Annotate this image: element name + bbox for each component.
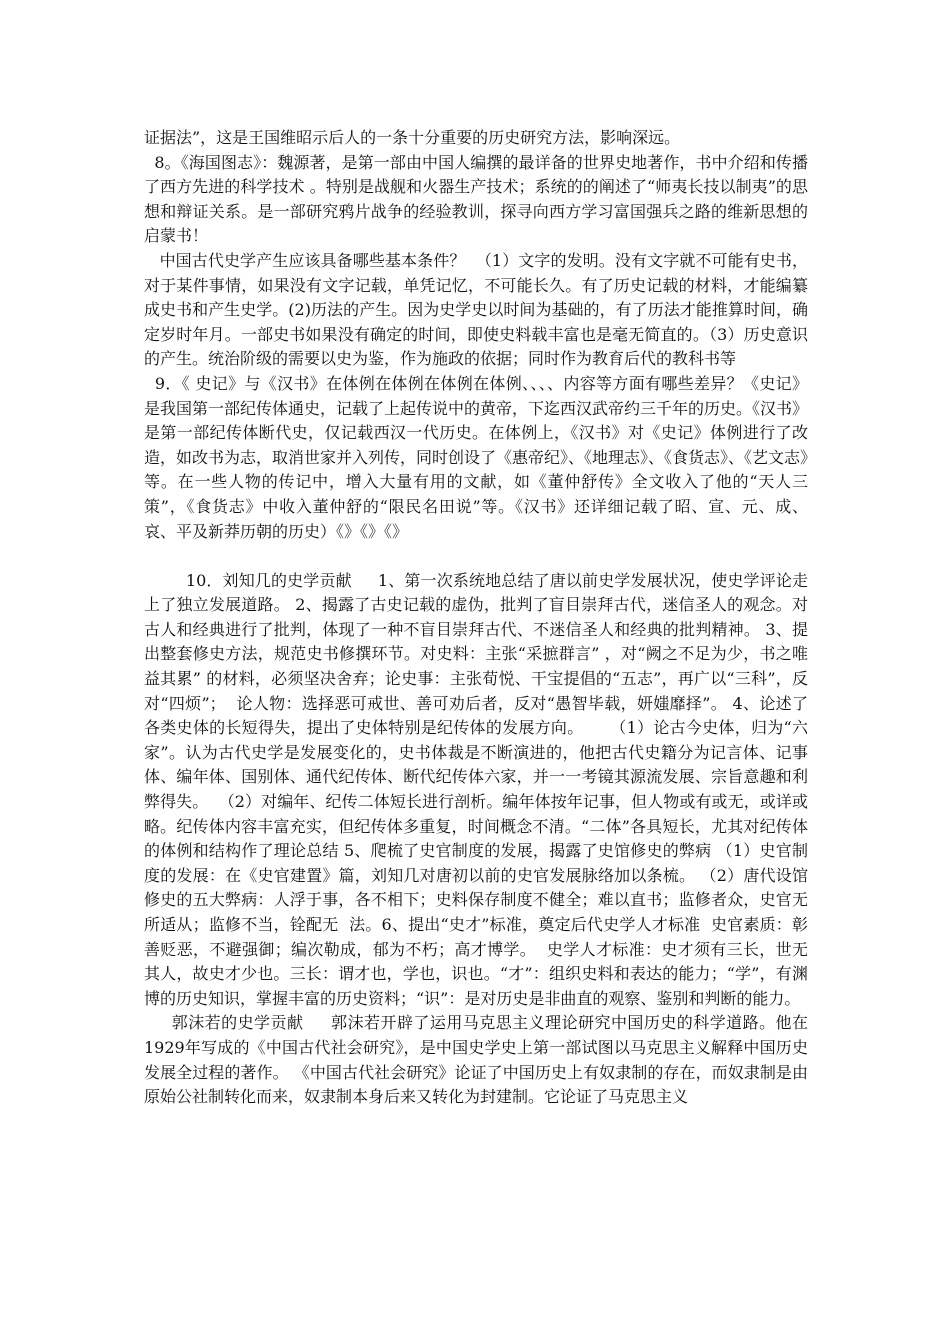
- paragraph-liu-zhiji-contributions: 10．刘知几的史学贡献 1、第一次系统地总结了唐以前史学发展状况，使史学评论走上了独立发展道路。 2、揭露了古史记载的虚伪，批判了盲目崇拜古代，迷信圣人的观念。对古人和经典进行了批判，体现了一种不盲目崇拜古代、不迷信圣人和经典的批判精神。 3、提出整套修史方法，规范史书修撰环节。对史料：主张“采摭群言” ，对“阙之不足为少，书之唯 益其累” 的材料，必须坚决舍弃；论史事：主张荀悦、干宝提倡的“五志”，再广以“三科”，反对“四烦”； 论人物：选择恶可戒世、善可劝后者，反对“愚智毕载，妍媸靡择”。 4、论述了各类史体的长短得失，提出了史体特别是纪传体的发展方向。 （1）论古今史体，归为“六家”。认为古代史学是发展变化的，史书体裁是不断演进的，他把古代史籍分为记言体、记事体、编年体、国别体、通代纪传体、断代纪传体六家，并一一考镜其源流发展、宗旨意趣和利弊得失。 （2）对编年、纪传二体短长进行剖析。编年体按年记事，但人物或有或无，或详或略。纪传体内容丰富充实，但纪传体多重复，时间概念不清。“二体”各具短长，尤其对纪传体的体例和结构作了理论总结 5、爬梳了史官制度的发展，揭露了史馆修史的弊病 （1）史官制度的发展：在《史官建置》篇，刘知几对唐初以前的史官发展脉络加以条梳。 （2）唐代设馆修史的五大弊病：人浮于事，各不相下；史料保存制度不健全；难以直书；监修者众，史官无所适从；监修不当，铨配无 法。6、提出“史才”标准，奠定后代史学人才标准 史官素质：彰善贬恶，不避强御；编次勒成，郁为不朽；高才博学。 史学人才标准：史才须有三长，世无其人，故史才少也。三长：谓才也，学也，识也。“才”：组织史料和表达的能力；“学”，有渊博的历史知识，掌握丰富的历史资料；“识”：是对历史是非曲直的观察、鉴别和判断的能力。: [144, 570, 834, 1008]
- paragraph-shiji-hanshu-comparison: 9．《 史记》与《汉书》在体例在体例在体例在体例、、、、内容等方面有哪些差异？《史记》是我国第一部纪传体通史，记载了上起传说中的黄帝，下迄西汉武帝约三千年的历史。《汉书》是第一部纪传体断代史，仅记载西汉一代历史。在体例上，《汉书》对《史记》体例进行了改造，如改书为志，取消世家并入列传，同时创设了《惠帝纪》、《地理志》、《食货志》、《艺文志》等。在一些人物的传记中，增入大量有用的文献，如《董仲舒传》全文收入了他的“天人三策”，《食货志》中收入董仲舒的“限民名田说”等。《汉书》还详细记载了昭、宣、元、成、哀、平及新莽历朝的历史）《》《》《》: [144, 373, 809, 541]
- paragraph-haiguo-tuzhi: 8。《海国图志》：魏源著，是第一部由中国人编撰的最详备的世界史地著作，书中介绍和传播了西方先进的科学技术 。特别是战舰和火器生产技术；系统的的阐述了“师夷长技以制夷”的思想和辩证关系。是一部研究鸦片战争的经验教训，探寻向西方学习富国强兵之路的维新思想的启蒙书！: [144, 152, 808, 246]
- paragraph-spacer: [144, 544, 808, 569]
- paragraph-evidence-method: 证据法”，这是王国维昭示后人的一条十分重要的历史研究方法，影响深远。: [144, 128, 681, 147]
- paragraph-guo-moruo-contributions: 郭沫若的史学贡献 郭沫若开辟了运用马克思主义理论研究中国历史的科学道路。他在1929年写成的《中国古代社会研究》，是中国史学史上第一部试图以马克思主义解释中国历史发展全过程的著作。 《中国古代社会研究》论证了中国历史上有奴隶制的存在，而奴隶制是由原始公社制转化而来，奴隶制本身后来又转化为封建制。它论证了马克思主义: [144, 1013, 808, 1107]
- paragraph-ancient-historiography-conditions: 中国古代史学产生应该具备哪些基本条件？ （1）文字的发明。没有文字就不可能有史书，对于某件事情，如果没有文字记载，单凭记忆，不可能长久。有了历史记载的材料，才能编纂成史书和产生史学。(2)历法的产生。因为史学史以时间为基础的，有了历法才能推算时间，确定岁时年月。一部史书如果没有确定的时间，即使史料载丰富也是毫无简直的。（3）历史意识的产生。统治阶级的需要以史为鉴，作为施政的依据；同时作为教育后代的教科书等: [144, 250, 808, 369]
- document-body: [144, 126, 834, 1110]
